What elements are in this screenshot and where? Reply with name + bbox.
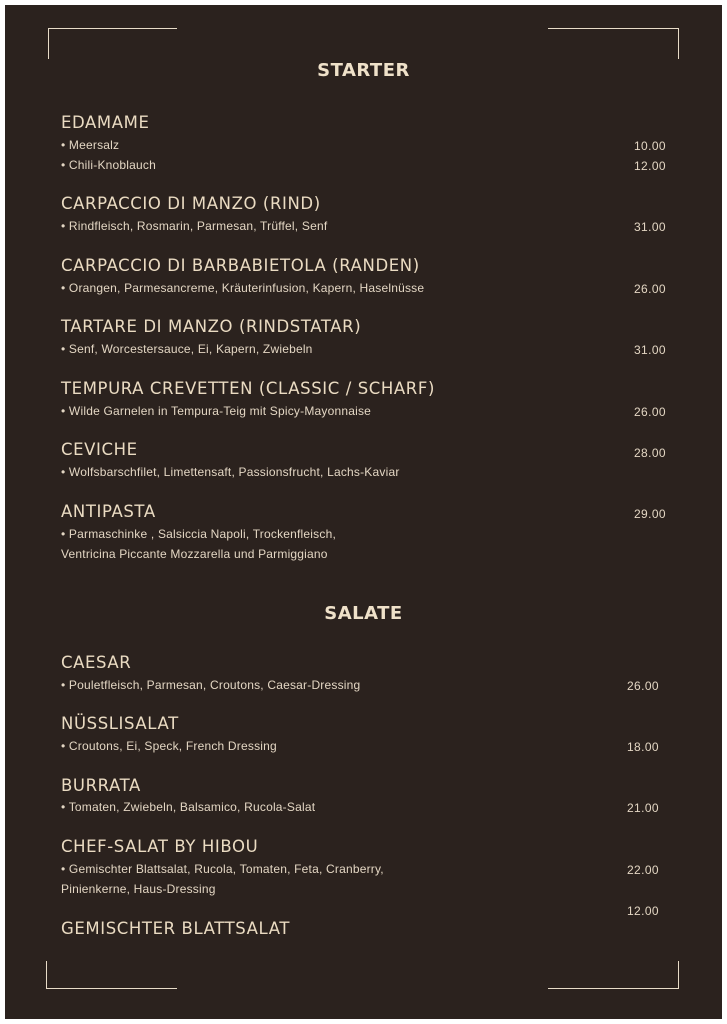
item-price-burrata: 21.00 bbox=[626, 801, 659, 815]
item-desc-nuesslisalat: • Croutons, Ei, Speck, French Dressing bbox=[61, 739, 277, 753]
item-price-tempura: 26.00 bbox=[633, 405, 666, 419]
item-name-tempura: TEMPURA CREVETTEN (CLASSIC / SCHARF) bbox=[61, 379, 435, 398]
item-name-chef-salat: CHEF-SALAT BY HIBOU bbox=[61, 837, 259, 856]
item-desc-carpaccio-barbabietola: • Orangen, Parmesancreme, Kräuterinfusion, Kapern, Haselnüsse bbox=[61, 281, 425, 295]
item-price-chef-salat: 22.00 bbox=[626, 863, 659, 877]
item-desc-edamame-2: • Chili-Knoblauch bbox=[61, 158, 156, 172]
item-desc-antipasta-1: • Parmaschinke , Salsiccia Napoli, Trockenfleisch, bbox=[61, 527, 336, 541]
frame-corner-top-left bbox=[48, 28, 177, 59]
item-name-ceviche: CEVICHE bbox=[61, 440, 138, 459]
item-price-edamame-2: 12.00 bbox=[633, 159, 666, 173]
item-desc-chef-salat-2: Pinienkerne, Haus-Dressing bbox=[61, 882, 216, 896]
item-desc-burrata: • Tomaten, Zwiebeln, Balsamico, Rucola-Salat bbox=[61, 800, 316, 814]
section-title-salate: SALATE bbox=[324, 603, 403, 624]
item-desc-tempura: • Wilde Garnelen in Tempura-Teig mit Spicy-Mayonnaise bbox=[61, 404, 372, 418]
item-name-antipasta: ANTIPASTA bbox=[61, 502, 156, 521]
item-desc-ceviche: • Wolfsbarschfilet, Limettensaft, Passionsfrucht, Lachs-Kaviar bbox=[61, 465, 400, 479]
item-name-tartare: TARTARE DI MANZO (RINDSTATAR) bbox=[61, 317, 362, 336]
item-price-ceviche: 28.00 bbox=[633, 446, 666, 460]
item-name-carpaccio-manzo: CARPACCIO DI MANZO (RIND) bbox=[61, 194, 321, 213]
item-price-nuesslisalat: 18.00 bbox=[626, 740, 659, 754]
item-desc-carpaccio-manzo: • Rindfleisch, Rosmarin, Parmesan, Trüffel, Senf bbox=[61, 219, 328, 233]
item-price-gemischter-blattsalat: 12.00 bbox=[626, 904, 659, 918]
frame-corner-bottom-left bbox=[46, 961, 177, 989]
item-price-edamame-1: 10.00 bbox=[633, 139, 666, 153]
item-desc-edamame-1: • Meersalz bbox=[61, 138, 120, 152]
frame-corner-bottom-right bbox=[548, 961, 679, 989]
item-desc-caesar: • Pouletfleisch, Parmesan, Croutons, Caesar-Dressing bbox=[61, 678, 361, 692]
item-name-caesar: CAESAR bbox=[61, 653, 132, 672]
item-name-edamame: EDAMAME bbox=[61, 113, 150, 132]
item-price-tartare: 31.00 bbox=[633, 343, 666, 357]
item-desc-antipasta-2: Ventricina Piccante Mozzarella und Parmiggiano bbox=[61, 547, 328, 561]
menu-page bbox=[5, 5, 722, 1019]
item-name-burrata: BURRATA bbox=[61, 776, 141, 795]
item-name-gemischter-blattsalat: GEMISCHTER BLATTSALAT bbox=[61, 919, 291, 938]
item-desc-chef-salat-1: • Gemischter Blattsalat, Rucola, Tomaten, Feta, Cranberry, bbox=[61, 862, 384, 876]
item-price-carpaccio-barbabietola: 26.00 bbox=[633, 282, 666, 296]
item-price-caesar: 26.00 bbox=[626, 679, 659, 693]
section-title-starter: STARTER bbox=[317, 60, 410, 81]
item-name-carpaccio-barbabietola: CARPACCIO DI BARBABIETOLA (RANDEN) bbox=[61, 256, 420, 275]
item-name-nuesslisalat: NÜSSLISALAT bbox=[61, 714, 179, 733]
item-desc-tartare: • Senf, Worcestersauce, Ei, Kapern, Zwiebeln bbox=[61, 342, 313, 356]
frame-corner-top-right bbox=[548, 28, 679, 59]
item-price-antipasta: 29.00 bbox=[633, 507, 666, 521]
item-price-carpaccio-manzo: 31.00 bbox=[633, 220, 666, 234]
